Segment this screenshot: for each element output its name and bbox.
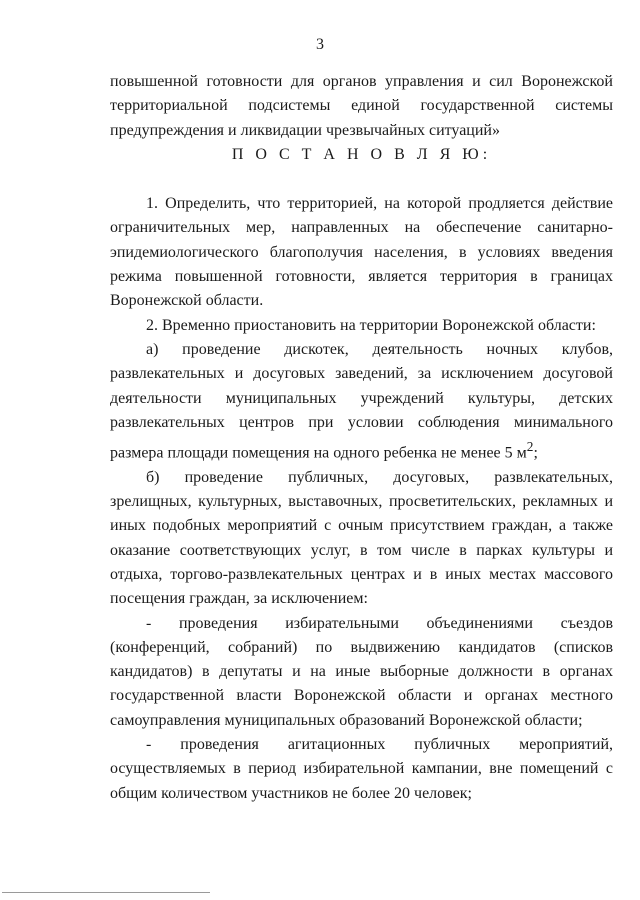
item-2a-paragraph [110,338,613,466]
item-2a-text: а) проведение дискотек, деятельность ночных клубов, развлекательных и досуговых заведений, за исключением досуговой деятельности муниципальных учреждений культуры, детских развлекательных центров при условии соблюдения минимального размера площади помещения на одного ребенка не менее 5 м [110,340,613,462]
item-1-paragraph: 1. Определить, что территорией, на которой продляется действие ограничительных мер, направленных на обеспечение санитарно-эпидемиологического благополучия населения, в условиях введения режима повышенной готовности, является территория в границах Воронежской области. [110,195,613,310]
intro-paragraph: повышенной готовности для органов управления и сил Воронежской территориальной подсистемы единой государственной системы предупреждения и ликвидации чрезвычайных ситуаций» [110,73,613,139]
dash-item-2: - проведения агитационных публичных мероприятий, осуществляемых в период избирательной кампании, вне помещений с общим количеством участников не более 20 человек; [110,736,613,802]
document-body [110,70,613,806]
dash-item-1: - проведения избирательными объединениями съездов (конференций, собраний) по выдвижению кандидатов (списков кандидатов) в депутаты и на иные выборные должности в органах государственной власти Воронежской области и органах местного самоуправления муниципальных образований Воронежской области; [110,614,613,729]
footnote-divider [2,892,210,893]
item-2a-end: ; [533,444,538,462]
resolution-heading: П О С Т А Н О В Л Я Ю: [231,145,492,163]
item-2b-paragraph: б) проведение публичных, досуговых, развлекательных, зрелищных, культурных, выставочных, просветительских, рекламных и иных подобных мероприятий с очным присутствием граждан, а также оказание соответствующих услуг, в том числе в парках культуры и отдыха, торгово-развлекательных центрах и в иных местах массового посещения граждан, за исключением: [110,468,613,608]
page-number: 3 [316,36,324,53]
item-2-paragraph: 2. Временно приостановить на территории Воронежской области: [146,316,596,334]
superscript-2: 2 [526,439,534,455]
spacer [110,167,613,192]
